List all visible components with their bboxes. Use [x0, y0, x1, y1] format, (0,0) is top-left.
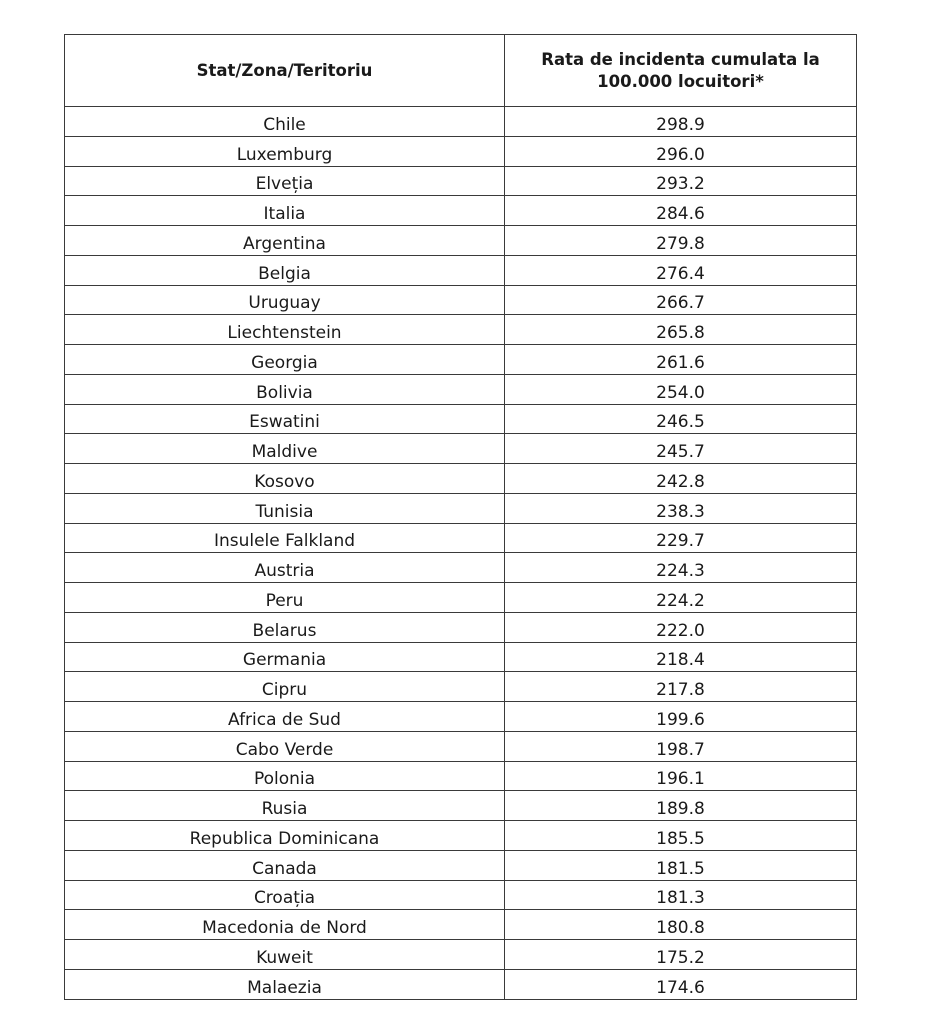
table-row [65, 196, 857, 226]
table-row [65, 493, 857, 523]
table-row [65, 464, 857, 494]
table-row [65, 374, 857, 404]
rate-value: 298.9 [656, 114, 705, 135]
table-row [65, 880, 857, 910]
rate-cell [505, 612, 857, 642]
table-row [65, 910, 857, 940]
rate-cell [505, 255, 857, 285]
rate-cell [505, 374, 857, 404]
country-cell [65, 791, 505, 821]
rate-cell [505, 821, 857, 851]
country-cell [65, 315, 505, 345]
country-name: Peru [265, 590, 304, 611]
table-row [65, 642, 857, 672]
country-cell [65, 523, 505, 553]
country-cell [65, 464, 505, 494]
country-cell [65, 761, 505, 791]
country-cell [65, 672, 505, 702]
country-cell [65, 374, 505, 404]
country-cell [65, 196, 505, 226]
country-cell [65, 612, 505, 642]
country-name: Bolivia [256, 382, 313, 403]
rate-value: 198.7 [656, 739, 705, 760]
country-name: Austria [254, 561, 315, 581]
country-cell [65, 345, 505, 375]
rate-value: 174.6 [656, 977, 705, 998]
rate-value: 181.3 [656, 888, 705, 909]
table-row [65, 404, 857, 434]
country-cell [65, 642, 505, 672]
rate-value: 266.7 [656, 293, 705, 314]
country-cell [65, 493, 505, 523]
country-name: Republica Dominicana [189, 828, 380, 849]
table-row [65, 672, 857, 702]
rate-cell [505, 523, 857, 553]
rate-value: 180.8 [656, 918, 705, 938]
rate-value: 246.5 [656, 412, 705, 433]
country-cell [65, 553, 505, 583]
rate-cell [505, 107, 857, 137]
rate-value: 224.2 [656, 590, 705, 611]
table-row [65, 731, 857, 761]
country-cell [65, 821, 505, 851]
rate-value: 296.0 [656, 144, 705, 165]
rate-cell [505, 136, 857, 166]
table-row [65, 583, 857, 613]
country-cell [65, 285, 505, 315]
country-name: Tunisia [255, 501, 314, 522]
country-cell [65, 880, 505, 910]
rate-value: 222.0 [656, 620, 705, 641]
country-name: Rusia [261, 799, 308, 819]
country-cell [65, 583, 505, 613]
country-name: Liechtenstein [227, 323, 342, 343]
table-row [65, 226, 857, 256]
country-name: Argentina [243, 233, 326, 254]
country-name: Kuweit [256, 947, 313, 968]
rate-cell [505, 940, 857, 970]
country-name: Maldive [251, 442, 318, 462]
country-name: Cipru [261, 680, 308, 700]
country-cell [65, 255, 505, 285]
rate-cell [505, 493, 857, 523]
rate-cell [505, 761, 857, 791]
rate-cell [505, 731, 857, 761]
table-row [65, 969, 857, 999]
country-cell [65, 940, 505, 970]
table-row [65, 702, 857, 732]
country-cell [65, 404, 505, 434]
rate-value: 242.8 [656, 471, 705, 492]
table-row [65, 940, 857, 970]
country-name: Eswatini [249, 412, 320, 433]
country-name: Malaezia [247, 977, 322, 998]
rate-cell [505, 702, 857, 732]
rate-value: 293.2 [656, 174, 705, 195]
rate-cell [505, 672, 857, 702]
rate-cell [505, 434, 857, 464]
table-body [65, 107, 857, 1000]
rate-cell [505, 583, 857, 613]
rate-cell [505, 464, 857, 494]
rate-value: 217.8 [656, 680, 705, 700]
rate-cell [505, 642, 857, 672]
country-name: Africa de Sud [228, 709, 341, 730]
rate-cell [505, 166, 857, 196]
country-name: Croația [253, 888, 316, 909]
column-header-rate: Rata de incidenta cumulata la 100.000 locuitori* [505, 35, 857, 107]
incidence-table [64, 34, 857, 1000]
column-header-country: Stat/Zona/Teritoriu [65, 35, 505, 107]
table-row [65, 166, 857, 196]
rate-value: 218.4 [656, 650, 705, 671]
country-name: Insulele Falkland [213, 531, 356, 552]
country-name: Uruguay [248, 293, 321, 314]
rate-value: 265.8 [656, 323, 705, 343]
rate-value: 254.0 [656, 382, 705, 403]
rate-value: 181.5 [656, 858, 705, 879]
country-name: Macedonia de Nord [202, 918, 367, 938]
table-row [65, 285, 857, 315]
table-row [65, 761, 857, 791]
rate-cell [505, 880, 857, 910]
table-row [65, 255, 857, 285]
rate-cell [505, 553, 857, 583]
country-cell [65, 969, 505, 999]
country-name: Elveția [255, 174, 314, 195]
table-row [65, 791, 857, 821]
country-name: Cabo Verde [235, 739, 334, 760]
rate-cell [505, 345, 857, 375]
table-row [65, 315, 857, 345]
table-row [65, 553, 857, 583]
country-name: Polonia [253, 769, 316, 790]
rate-value: 199.6 [656, 709, 705, 730]
rate-value: 189.8 [656, 799, 705, 819]
country-cell [65, 434, 505, 464]
country-cell [65, 166, 505, 196]
country-cell [65, 107, 505, 137]
rate-value: 196.1 [656, 769, 705, 790]
rate-cell [505, 226, 857, 256]
rate-cell [505, 791, 857, 821]
country-name: Belarus [252, 620, 317, 641]
country-cell [65, 910, 505, 940]
rate-value: 224.3 [656, 561, 705, 581]
country-name: Luxemburg [236, 144, 333, 165]
table-row [65, 850, 857, 880]
table-row [65, 612, 857, 642]
rate-value: 175.2 [656, 947, 705, 968]
country-name: Canada [252, 858, 317, 879]
country-name: Kosovo [254, 471, 315, 492]
rate-value: 284.6 [656, 204, 705, 224]
table-row [65, 136, 857, 166]
table-row [65, 821, 857, 851]
rate-cell [505, 969, 857, 999]
rate-cell [505, 315, 857, 345]
rate-cell [505, 196, 857, 226]
country-cell [65, 850, 505, 880]
rate-value: 279.8 [656, 233, 705, 254]
rate-cell [505, 285, 857, 315]
rate-cell [505, 910, 857, 940]
country-name: Belgia [258, 263, 311, 284]
table-row [65, 107, 857, 137]
country-name: Italia [263, 204, 306, 224]
country-name: Chile [263, 114, 306, 135]
rate-value: 276.4 [656, 263, 705, 284]
country-cell [65, 136, 505, 166]
rate-value: 261.6 [656, 352, 705, 373]
rate-cell [505, 404, 857, 434]
table-header-row [65, 35, 857, 107]
rate-value: 245.7 [656, 442, 705, 462]
country-name: Georgia [251, 352, 318, 373]
table-row [65, 523, 857, 553]
country-cell [65, 226, 505, 256]
country-cell [65, 731, 505, 761]
rate-value: 229.7 [656, 531, 705, 552]
rate-value: 185.5 [656, 828, 705, 849]
country-cell [65, 702, 505, 732]
table-row [65, 434, 857, 464]
rate-cell [505, 850, 857, 880]
country-name: Germania [242, 650, 327, 671]
rate-value: 238.3 [656, 501, 705, 522]
table-row [65, 345, 857, 375]
